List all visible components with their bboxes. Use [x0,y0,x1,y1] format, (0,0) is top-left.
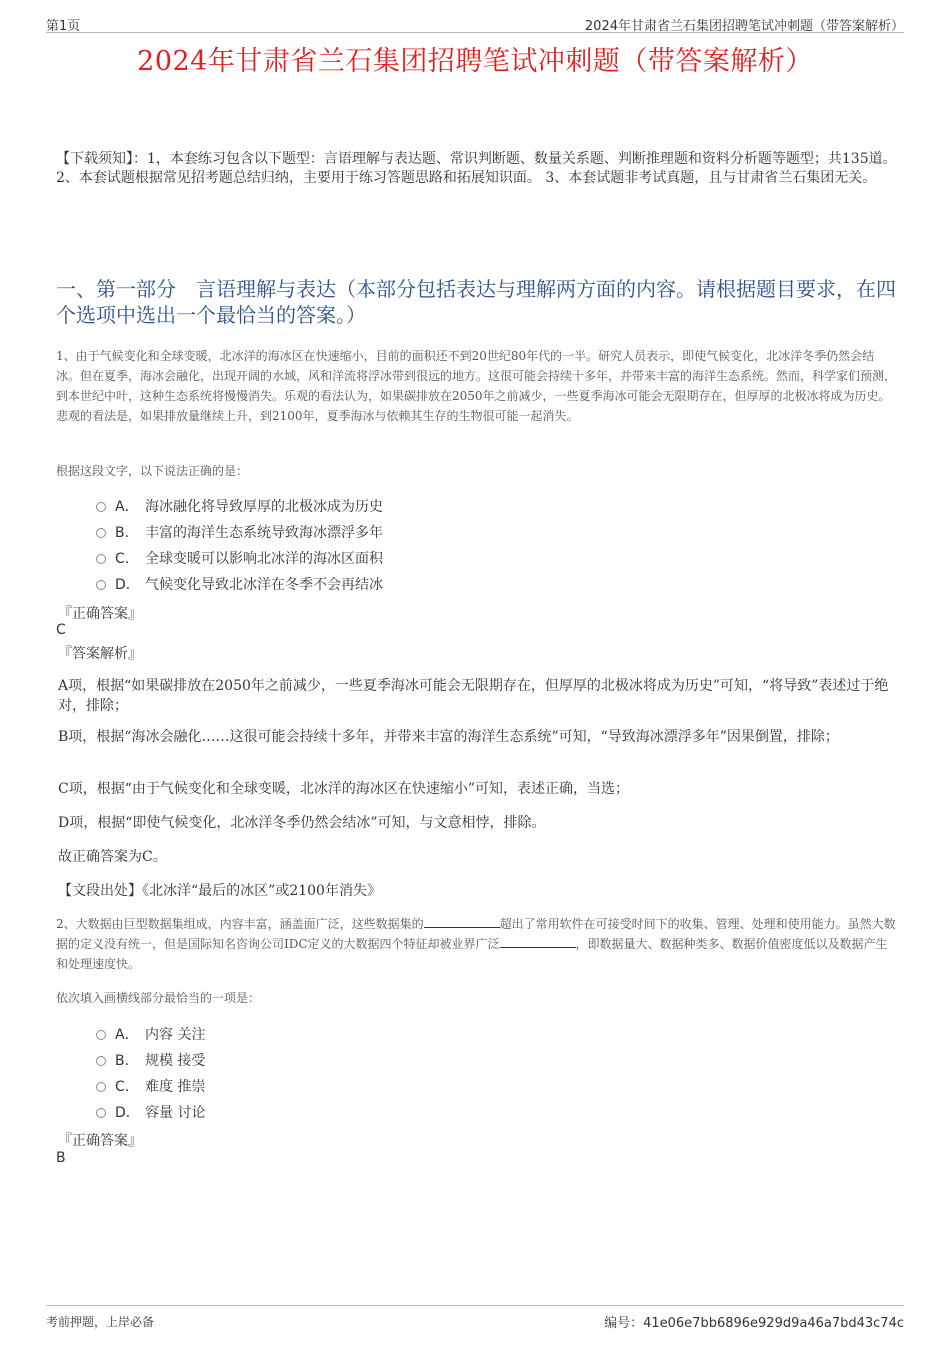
radio-icon[interactable] [96,554,106,564]
question-1-stem: 1、由于气候变化和全球变暖，北冰洋的海冰区在快速缩小，目前的面积还不到20世纪80年代的一半。研究人员表示，即使气候变化，北冰洋冬季仍然会结冰。但在夏季，海冰会融化，出现开阔的水域，风和洋流将浮冰带到很远的地方。这很可能会持续十多年，并带来丰富的海洋生态系统。然而，科学家们预测，到本世纪中叶，这种生态系统将慢慢消失。乐观的看法认为，如果碳排放在2050年之前减少，一些夏季海冰可能会无限期存在，但厚厚的北极冰将成为历史。悲观的看法是，如果排放量继续上升，到2100年，夏季海冰与依赖其生存的生物很可能一起消失。 [56,349,897,423]
question-2-stem: 2、大数据由巨型数据集组成，内容丰富，涵盖面广泛，这些数据集的 超出了常用软件在可接受时间下的收集、管理、处理和使用能力。虽然大数据的定义没有统一，但是国际知名咨询公司IDC定义的大数据四个特征却被业界广泛 ，即数据量大、数据种类多、数据价值密度低以及数据产生和处理速度快。 [56,917,896,971]
question-1-option-d[interactable]: D． 气候变化导致北冰洋在冬季不会再结冰 [96,574,696,600]
question-1-analysis-b: B项，根据“海冰会融化……这很可能会持续十多年，并带来丰富的海洋生态系统”可知，“导致海冰漂浮多年”因果倒置，排除； [58,729,839,745]
radio-icon[interactable] [96,528,106,538]
fill-blank-2 [500,935,576,948]
question-1-analysis-a: A项，根据“如果碳排放在2050年之前减少，一些夏季海冰可能会无限期存在，但厚厚的北极冰将成为历史”可知，“将导致”表述过于绝对，排除； [58,678,889,714]
question-1-option-c[interactable]: C． 全球变暖可以影响北冰洋的海冰区面积 [96,548,696,574]
question-1-prompt: 根据这段文字，以下说法正确的是： [56,464,249,478]
question-2-answer: B [56,1150,66,1166]
section-title: 一、第一部分 言语理解与表达（本部分包括表达与理解两方面的内容。请根据题目要求，在四个选项中选出一个最恰当的答案。） [56,277,896,327]
question-1-option-b[interactable]: B． 丰富的海洋生态系统导致海冰漂浮多年 [96,522,696,548]
radio-icon[interactable] [96,580,106,590]
page-footer [46,1305,904,1330]
question-1-analysis-d: D项，根据“即使气候变化，北冰洋冬季仍然会结冰”可知，与文意相悖，排除。 [58,815,546,831]
radio-icon[interactable] [96,1108,106,1118]
radio-icon[interactable] [96,1082,106,1092]
question-2-option-b[interactable]: B． 规模 接受 [96,1050,696,1076]
radio-icon[interactable] [96,1056,106,1066]
download-notice: 【下载须知】：1，本套练习包含以下题型：言语理解与表达题、常识判断题、数量关系题、判断推理题和资料分析题等题型；共135道。 2、本套试题根据常见招考题总结归纳，主要用于练习答题思路和拓展知识面。 3、本套试题非考试真题，且与甘肃省兰石集团无关。 [56,151,897,186]
question-1-answer: C [56,622,66,638]
question-1-source: 【文段出处】《北冰洋“最后的冰区”或2100年消失》 [58,883,381,899]
question-2-prompt: 依次填入画横线部分最恰当的一项是： [56,991,261,1005]
question-2-options [96,1024,696,1128]
radio-icon[interactable] [96,1030,106,1040]
radio-icon[interactable] [96,502,106,512]
question-1-option-a[interactable]: A． 海冰融化将导致厚厚的北极冰成为历史 [96,496,696,522]
question-1-conclusion: 故正确答案为C。 [58,849,167,865]
question-2-option-c[interactable]: C． 难度 推崇 [96,1076,696,1102]
question-2-answer-label: 『正确答案』 [58,1133,142,1149]
question-1-answer-label: 『正确答案』 [58,606,142,622]
page-number: 第1页 [46,19,81,34]
header-doc-title: 2024年甘肃省兰石集团招聘笔试冲刺题（带答案解析） [584,19,904,34]
question-1-analysis-label: 『答案解析』 [58,646,142,662]
footer-code: 编号：41e06e7bb6896e929d9a46a7bd43c74c [604,1316,904,1331]
question-1-options [96,496,696,600]
question-1-analysis-c: C项，根据“由于气候变化和全球变暖，北冰洋的海冰区在快速缩小”可知，表述正确，当选； [58,781,630,797]
document-title: 2024年甘肃省兰石集团招聘笔试冲刺题（带答案解析） [137,46,813,77]
question-2-option-a[interactable]: A． 内容 关注 [96,1024,696,1050]
fill-blank-1 [424,915,500,928]
page-header [46,14,904,33]
footer-slogan: 考前押题，上岸必备 [46,1315,155,1329]
question-2-option-d[interactable]: D． 容量 讨论 [96,1102,696,1128]
